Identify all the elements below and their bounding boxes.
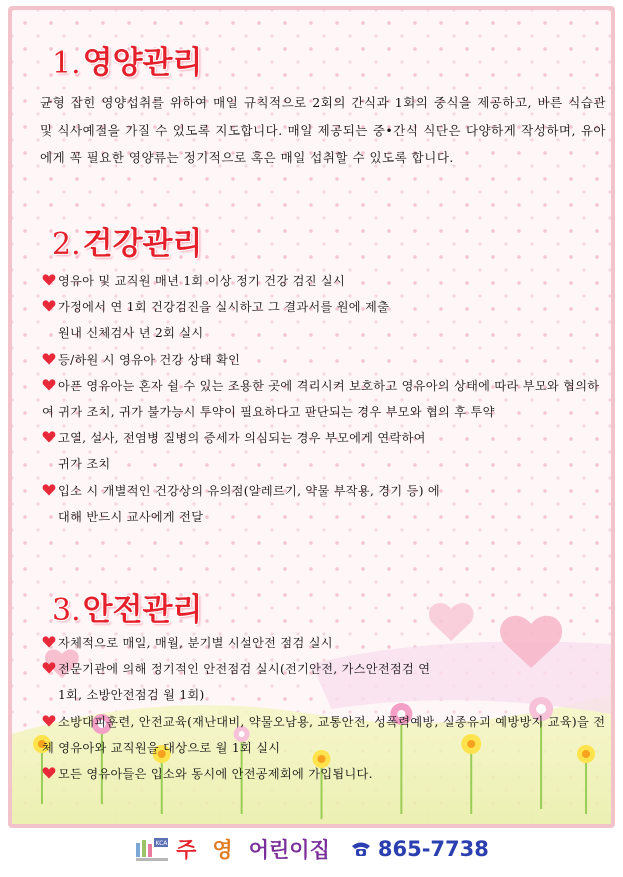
list-item [42,373,608,425]
footer-phone: 865-7738 [377,837,489,861]
list-item-line: 영유아 및 교직원 매년 1회 이상 정기 건강 검진 실시 [58,274,346,288]
section-3-list [42,630,608,787]
list-item-line: 입소 시 개별적인 건강상의 유의점(알레르기, 약물 부작용, 경기 등) 에 [58,483,440,498]
section-3-title: 안전관리 [82,592,203,628]
list-item [42,294,608,346]
heart-bullet-icon [42,273,56,287]
list-item [42,761,608,787]
list-item [42,268,608,294]
heart-bullet-icon [42,714,56,728]
section-3-number: 3. [52,593,81,628]
list-item [42,656,608,708]
heart-bullet-icon [42,378,56,392]
list-item-line: 고열, 설사, 전염병 질병의 증세가 의심되는 경우 부모에게 연락하여 [58,431,426,446]
section-1-title: 영양관리 [82,45,203,81]
heart-bullet-icon [42,766,56,780]
heart-bullet-icon [42,635,56,649]
section-2-number: 2. [52,227,81,262]
section-3-heading [52,584,202,629]
list-item-line: 전문기관에 의해 정기적인 안전점검 실시(전기안전, 가스안전점검 연 [58,662,431,677]
heart-bullet-icon [42,352,56,366]
list-item-line: 원내 신체검사 년 2회 실시 [58,326,204,341]
list-item-line: 대해 반드시 교사에게 전달 [58,509,204,524]
list-item-text: 아픈 영유아는 혼자 쉴 수 있는 조용한 곳에 격리시켜 보호하고 영유아의 상태에 따라 부모와 협의하여 귀가 조치, 귀가 불가능시 투약이 필요하다고 판단되는 경우 부모와 협의 후 투약 [42,378,600,420]
list-item [42,630,608,656]
section-1-heading [52,37,202,82]
section-2-list [42,268,608,530]
list-item-text: 소방대피훈련, 안전교육(재난대비, 약물오남용, 교통안전, 성폭력예방, 실종유괴 예방방지 교육)을 전체 영유아와 교직원을 대상으로 월 1회 실시 [42,714,606,755]
footer [0,832,623,866]
page-frame [8,6,615,828]
list-item-line: 모든 영유아들은 입소와 동시에 안전공제회에 가입됩니다. [58,767,373,782]
section-1-number: 1. [52,46,81,81]
section-1-body: 균형 잡힌 영양섭취를 위하여 매일 규칙적으로 2회의 간식과 1회의 중식을 제공하고, 바른 식습관 및 식사예절을 가질 수 있도록 지도합니다. 매일 제공되는 중•간식 식단은 다양하게 작성하며, 유아에게 꼭 필요한 영양류는 정기적으로 혹은 매일 섭취할 수 있도록 합니다. [40,95,606,165]
list-item-line: 가정에서 연 1회 건강검진을 실시하고 그 결과서를 원에 제출 [58,300,390,315]
list-item-line: 귀가 조치 [58,457,111,472]
daycare-logo-icon [134,835,170,863]
content [12,10,611,824]
list-item-line: 자체적으로 매일, 매월, 분기별 시설안전 점검 실시 [58,636,333,650]
footer-name-ju: 주 [176,838,197,862]
list-item [42,425,608,477]
heart-bullet-icon [42,430,56,444]
logo-text: KCA [155,840,168,847]
footer-name-yeong: 영 [212,838,233,862]
section-2-title: 건강관리 [82,226,203,262]
heart-bullet-icon [42,661,56,675]
heart-bullet-icon [42,483,56,497]
list-item [42,347,608,373]
heart-bullet-icon [42,299,56,313]
list-item-line: 1회, 소방안전점검 월 1회) [58,688,205,703]
list-item [42,709,608,761]
footer-name-daycare: 어린이집 [248,838,330,862]
list-item [42,478,608,530]
phone-icon [350,840,372,858]
section-2-heading [52,218,202,263]
list-item-line: 등/하원 시 영유아 건강 상태 확인 [58,352,241,367]
